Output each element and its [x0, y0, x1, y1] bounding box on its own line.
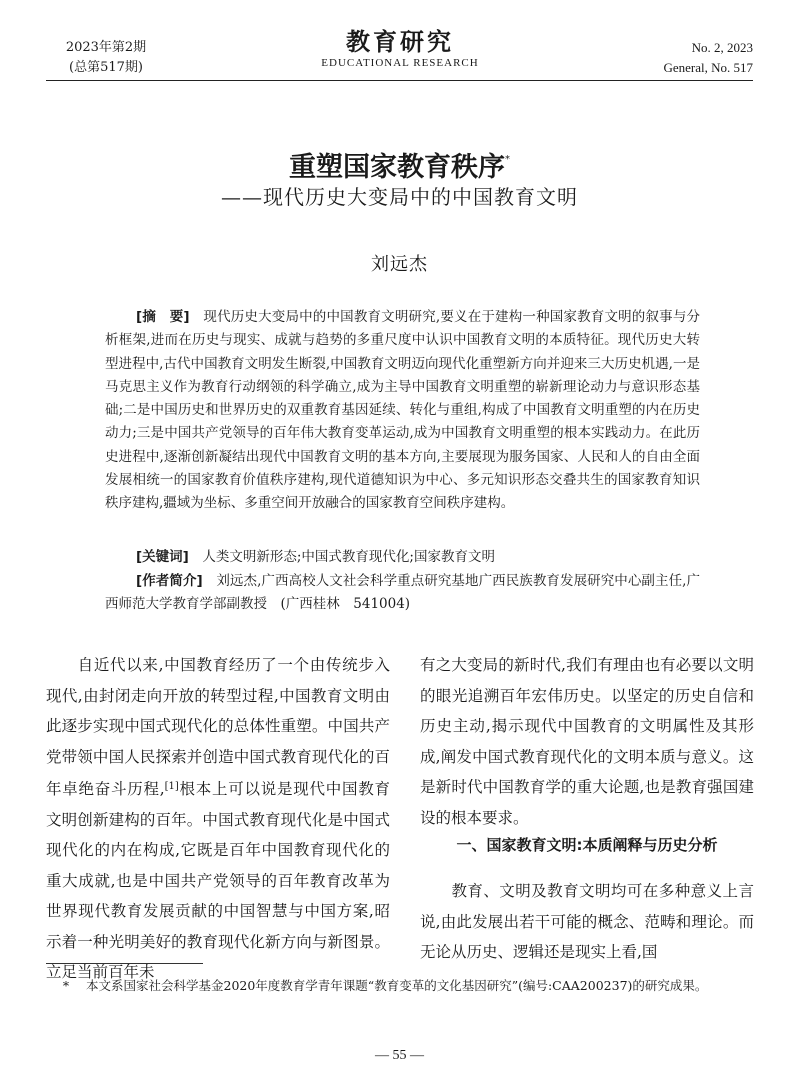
- title-footnote-mark: *: [505, 154, 510, 165]
- abstract-label: [摘 要]: [136, 309, 190, 325]
- article-author: 刘远杰: [371, 254, 428, 275]
- author-bio-text: 刘远杰,广西高校人文社会科学重点研究基地广西民族教育发展研究中心副主任,广西师范大学教育学部副教授 (广西桂林 541004): [105, 573, 701, 613]
- body-column-right: [420, 650, 754, 833]
- header-divider: [46, 80, 753, 81]
- issue-info: [46, 38, 166, 78]
- article-title-text: 重塑国家教育秩序: [289, 152, 505, 183]
- author-bio-label: [作者简介]: [136, 573, 203, 589]
- journal-logo-subtitle: EDUCATIONAL RESEARCH: [321, 57, 479, 69]
- issue-info-english: [663, 38, 753, 78]
- abstract-text: 现代历史大变局中的中国教育文明研究,要义在于建构一种国家教育文明的叙事与分析框架,进而在历史与现实、成就与趋势的多重尺度中认识中国教育文明的本质特征。现代历史大转型进程中,古代中国教育文明发生断裂,中国教育文明迈向现代化重塑新方向并迎来三大历史机遇,一是马克思主义作为教育行动纲领的科学确立,成为主导中国教育文明重塑的崭新理论动力与意识形态基础;二是中国历史和世界历史的双重教育基因延续、转化与重组,构成了中国教育文明重塑的内在历史动力;三是中国共产党领导的百年伟大教育变革运动,成为中国教育文明重塑的根本实践动力。在此历史进程中,逐渐创新凝结出现代中国教育文明的基本方向,主要展现为服务国家、人民和人的自由全面发展相统一的国家教育价值秩序建构,现代道德知识为中心、多元知识形态交叠共生的国家教育知识秩序建构,疆域为坐标、多重空间开放融合的国家教育空间秩序建构。: [105, 309, 701, 512]
- footnote: [46, 974, 754, 997]
- footnote-text: 本文系国家社会科学基金2020年度教育学青年课题“教育变革的文化基因研究”(编号:CAA200237)的研究成果。: [86, 978, 708, 993]
- keywords-label: [关键词]: [136, 549, 189, 565]
- footnote-mark: *: [62, 978, 70, 993]
- keywords-text: 人类文明新形态;中国式教育现代化;国家教育文明: [202, 549, 495, 565]
- author-bio: [105, 570, 700, 617]
- section-1-text: 教育、文明及教育文明均可在多种意义上言说,由此发展出若干可能的概念、范畴和理论。而无论从历史、逻辑还是现实上看,国: [420, 882, 754, 961]
- footnote-divider: [46, 963, 203, 964]
- keywords: [105, 546, 700, 569]
- page-number: — 55 —: [375, 1048, 424, 1063]
- paragraph-intro-continued: 有之大变局的新时代,我们有理由也有必要以文明的眼光追溯百年宏伟历史。以坚定的历史自信和历史主动,揭示现代中国教育的文明属性及其形成,阐发中国式教育现代化的文明本质与意义。这是新时代中国教育学的重大论题,也是教育强国建设的根本要求。: [420, 656, 754, 827]
- paragraph-intro-part1: 自近代以来,中国教育经历了一个由传统步入现代,由封闭走向开放的转型过程,中国教育文明由此逐步实现中国式现代化的总体性重塑。中国共产党带领中国人民探索并创造中国式教育现代化的百年卓绝奋斗历程,: [46, 656, 390, 798]
- body-column-left: [46, 650, 390, 988]
- article-title: [0, 142, 799, 186]
- citation-marker[interactable]: [1]: [164, 781, 179, 792]
- issue-number-english: No. 2, 2023: [691, 40, 753, 55]
- paragraph-intro-part2: 根本上可以说是现代中国教育文明创新建构的百年。中国式教育现代化是中国式现代化的内在构成,它既是百年中国教育现代化的重大成就,也是中国共产党领导的百年教育改革为世界现代教育发展贡献的中国智慧与中国方案,昭示着一种光明美好的教育现代化新方向与新图景。立足当前百年未: [46, 780, 390, 981]
- section-heading-1: 一、国家教育文明:本质阐释与历史分析: [456, 836, 718, 854]
- journal-logo-text: 教育研究: [346, 27, 454, 56]
- issue-general-english: General, No. 517: [663, 60, 753, 75]
- issue-number: 2023年第2期: [65, 40, 147, 55]
- journal-logo: [310, 28, 490, 70]
- issue-total: (总第517期): [69, 60, 143, 75]
- abstract: [105, 306, 700, 516]
- section-1-paragraph: [420, 876, 754, 968]
- article-subtitle: ——现代历史大变局中的中国教育文明: [221, 185, 578, 209]
